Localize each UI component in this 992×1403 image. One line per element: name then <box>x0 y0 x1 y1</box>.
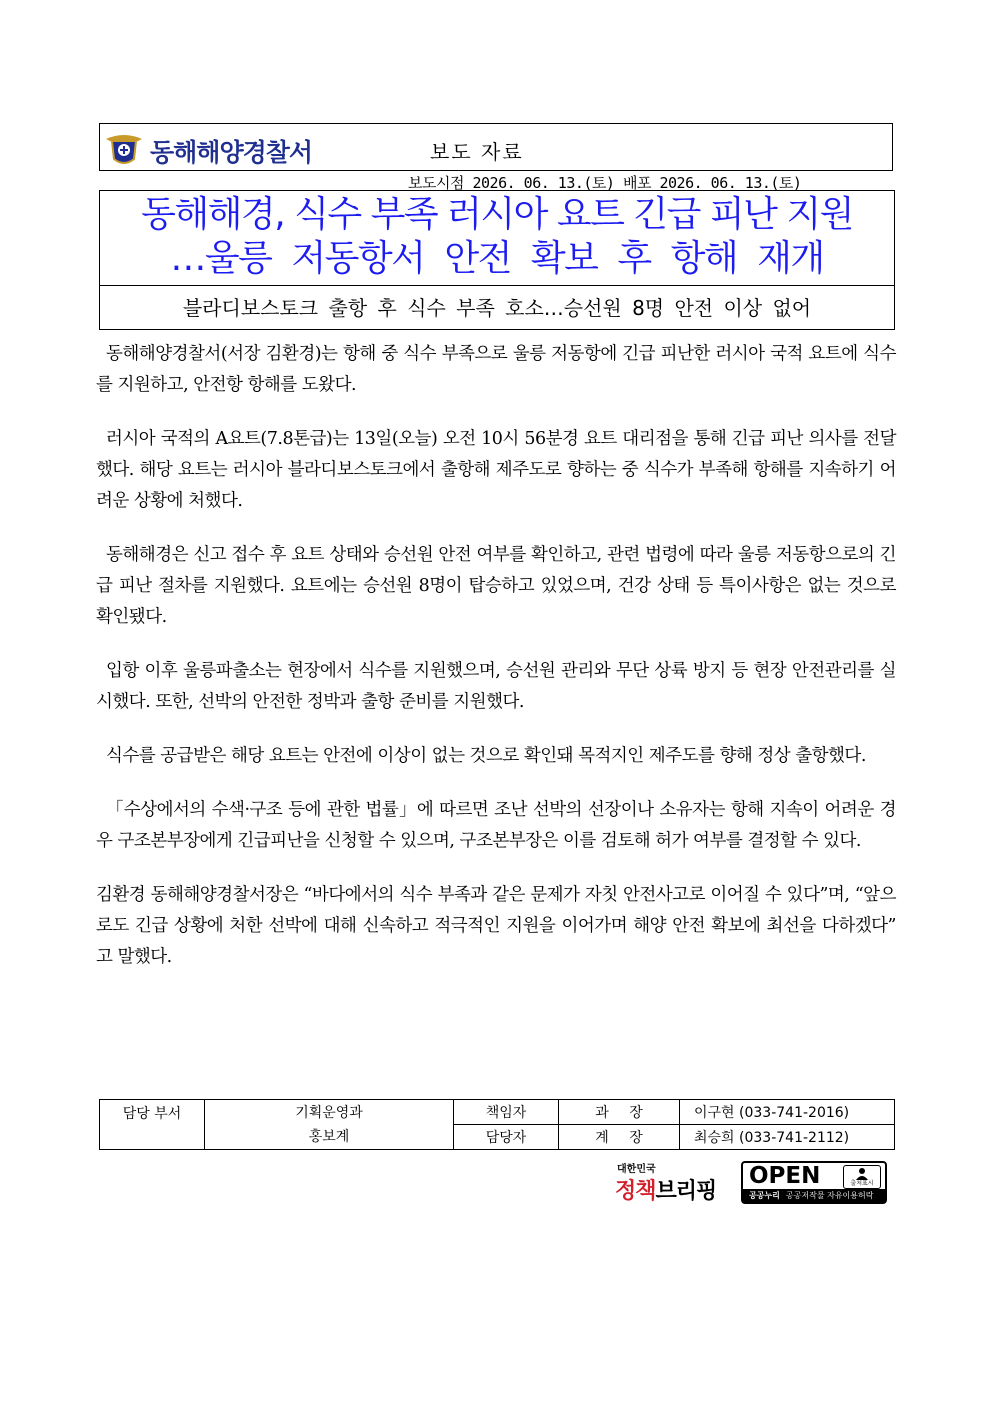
dept-line-1: 기획운영과 <box>295 1104 363 1121</box>
body-paragraph: 「수상에서의 수색·구조 등에 관한 법률」에 따르면 조난 선박의 선장이나 소유자는 항해 지속이 어려운 경우 구조본부장에게 긴급피난을 신청할 수 있으며, 구조본부장은 이를 검토해 허가 여부를 결정할 수 있다. <box>96 800 896 851</box>
headline <box>99 190 895 286</box>
attribution-person-icon <box>843 1165 881 1189</box>
body-paragraph: 동해해양경찰서(서장 김환경)는 항해 중 식수 부족으로 울릉 저동항에 긴급 피난한 러시아 국적 요트에 식수를 지원하고, 안전항 항해를 도왔다. <box>96 344 896 395</box>
kogl-strip-bold: 공공누리 <box>749 1191 780 1200</box>
org-name: 동해해양경찰서 <box>150 138 313 167</box>
headline-line-1: 동해해경, 식수 부족 러시아 요트 긴급 피난 지원 <box>141 194 853 235</box>
policy-briefing-logo <box>615 1160 725 1206</box>
brand-black-text: 브리핑 <box>655 1179 717 1204</box>
headline-line-2: …울릉 저동항서 안전 확보 후 항해 재개 <box>170 238 824 279</box>
kogl-strip-text: 공공저작물 자유이용허락 <box>785 1191 874 1200</box>
contact-table <box>99 1099 895 1150</box>
contact-position: 과 장 <box>559 1100 680 1125</box>
body-paragraph: 동해해경은 신고 접수 후 요트 상태와 승선원 안전 여부를 확인하고, 관련 법령에 따라 울릉 저동항으로의 긴급 피난 절차를 지원했다. 요트에는 승선원 8명이 탑승하고 있었으며, 건강 상태 등 특이사항은 없는 것으로 확인됐다. <box>96 545 896 627</box>
open-label: OPEN <box>749 1163 821 1189</box>
body-paragraph: 김환경 동해해양경찰서장은 “바다에서의 식수 부족과 같은 문제가 자칫 안전사고로 이어질 수 있다”며, “앞으로도 긴급 상황에 처한 선박에 대해 신속하고 적극적인 지원을 이어가며 해양 안전 확보에 최선을 다하겠다” 고 말했다. <box>96 885 896 967</box>
open-strip <box>743 1189 885 1202</box>
contact-person: 최승희 (033-741-2112) <box>680 1125 895 1150</box>
body-paragraph: 입항 이후 울릉파출소는 현장에서 식수를 지원했으며, 승선원 관리와 무단 상륙 방지 등 현장 안전관리를 실시했다. 또한, 선박의 안전한 정박과 출항 준비를 지원했다. <box>96 661 896 712</box>
brand-red-text: 정책 <box>615 1179 656 1204</box>
contact-role: 담당자 <box>454 1125 559 1150</box>
body-paragraph: 식수를 공급받은 해당 요트는 안전에 이상이 없는 것으로 확인돼 목적지인 제주도를 향해 정상 출항했다. <box>106 746 866 766</box>
dept-name <box>205 1100 454 1150</box>
kogl-open-badge <box>741 1161 887 1204</box>
contact-person: 이구현 (033-741-2016) <box>680 1100 895 1125</box>
dept-label: 담당 부서 <box>100 1100 205 1150</box>
release-dates: 보도시점 2026. 06. 13.(토) 배포 2026. 06. 13.(토) <box>408 174 802 192</box>
subheadline: 블라디보스토크 출항 후 식수 부족 호소…승선원 8명 안전 이상 없어 <box>99 286 895 330</box>
coast-guard-emblem-icon <box>104 129 144 169</box>
cc-label: 출처표시 <box>850 1180 874 1187</box>
body-paragraph: 러시아 국적의 A요트(7.8톤급)는 13일(오늘) 오전 10시 56분경 요트 대리점을 통해 긴급 피난 의사를 전달했다. 해당 요트는 러시아 블라디보스토크에서 출항해 제주도로 향하는 중 식수가 부족해 항해를 지속하기 어려운 상황에 처했다. <box>96 429 896 511</box>
doc-type-label: 보도 자료 <box>430 140 524 164</box>
contact-role: 책임자 <box>454 1100 559 1125</box>
table-row <box>100 1100 895 1125</box>
brand-small-text: 대한민국 <box>617 1164 656 1175</box>
contact-position: 계 장 <box>559 1125 680 1150</box>
dept-line-2: 홍보계 <box>308 1128 350 1145</box>
article-body <box>96 339 896 996</box>
brand-big-text <box>615 1174 716 1205</box>
press-release-header <box>99 123 893 171</box>
